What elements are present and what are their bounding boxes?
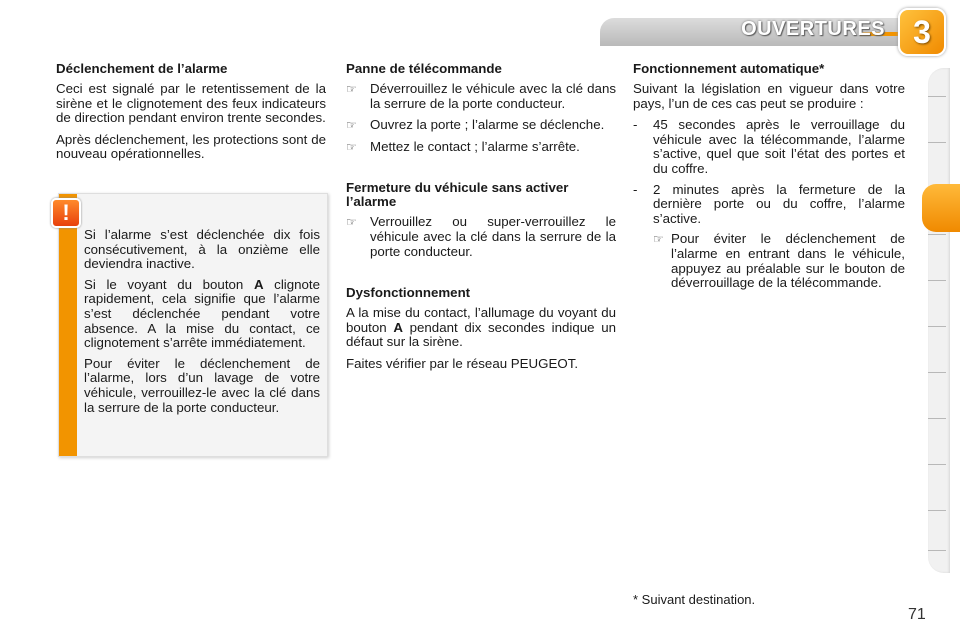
list-item: - 45 secondes après le verrouillage du véhicule avec la télécommande, l’alarme s’active, quel que soit l’état des portes et du coffre.: [633, 117, 905, 176]
tab-divider: [928, 464, 946, 465]
chapter-badge: [898, 8, 946, 56]
paragraph: Suivant la législation en vigueur dans votre pays, l’un de ces cas peut se produire :: [633, 81, 905, 111]
chapter-number: 3: [913, 14, 931, 50]
list-item: ☞ Verrouillez ou super-verrouillez le véhicule avec la clé dans la serrure de la porte conducteur.: [346, 214, 616, 259]
warning-paragraph: Si le voyant du bouton A clignote rapidement, cela signifie que l’alarme s’est déclenchée pendant votre absence. A la mise du contact, ce clignotement s’arrête immédiatement.: [84, 276, 321, 351]
pointing-hand-icon: ☞: [346, 215, 357, 230]
pointing-hand-icon: ☞: [346, 118, 357, 133]
list-item: ☞ Pour éviter le déclenchement de l’alarme en entrant dans le véhicule, appuyez au préalable sur le bouton de déverrouillage de la télécommande.: [653, 231, 905, 291]
list-item: ☞ Mettez le contact ; l’alarme s’arrête.: [346, 138, 580, 154]
pointing-hand-icon: ☞: [346, 82, 357, 96]
column-remote-failure: [346, 62, 616, 379]
section-heading: Panne de télécommande: [346, 61, 502, 76]
warning-icon: !: [51, 198, 81, 228]
tab-divider: [928, 550, 946, 551]
paragraph: Après déclenchement, les protections sont de nouveau opérationnelles.: [56, 131, 326, 162]
button-letter: A: [253, 276, 264, 292]
section-heading: Déclenchement de l’alarme: [56, 61, 228, 76]
section-heading: Fonctionnement automatique*: [633, 61, 825, 76]
section-heading: Fermeture du véhicule sans activer l’alarme: [346, 180, 569, 210]
tab-divider: [928, 280, 946, 281]
warning-paragraph: Pour éviter le déclenchement de l’alarme, lors d’un lavage de votre véhicule, verrouillez-le avec la clé dans la serrure de la porte conducteur.: [84, 355, 320, 415]
paragraph: A la mise du contact, l’allumage du voyant du bouton A pendant dix secondes indique un défaut sur la sirène.: [346, 305, 616, 350]
tab-divider: [928, 372, 946, 373]
page-number: 71: [908, 606, 926, 623]
warning-text: [84, 228, 320, 421]
button-letter: A: [393, 319, 403, 335]
dash-marker: -: [633, 181, 638, 197]
warning-strip: [59, 194, 77, 456]
chapter-tab-active[interactable]: [922, 184, 960, 232]
tab-divider: [928, 418, 946, 419]
chapter-tab-rail: [928, 68, 950, 573]
paragraph: Ceci est signalé par le retentissement de la sirène et le clignotement des feux indicateurs de direction pendant environ trente secondes.: [56, 81, 326, 126]
tab-divider: [928, 326, 946, 327]
column-automatic-mode: [633, 62, 905, 297]
page-title: OUVERTURES: [741, 18, 885, 40]
warning-box: [58, 193, 328, 457]
column-alarm-trigger: [56, 62, 326, 169]
tab-divider: [928, 96, 946, 97]
pointing-hand-icon: ☞: [653, 232, 664, 247]
tab-divider: [928, 510, 946, 511]
section-heading: Dysfonctionnement: [346, 285, 471, 301]
pointing-hand-icon: ☞: [346, 139, 357, 154]
list-item: ☞ Déverrouillez le véhicule avec la clé dans la serrure de la porte conducteur.: [346, 81, 616, 111]
tab-divider: [928, 142, 946, 143]
paragraph: Faites vérifier par le réseau PEUGEOT.: [346, 355, 579, 371]
list-item: ☞ Ouvrez la porte ; l’alarme se déclenche.: [346, 117, 605, 133]
warning-paragraph: Si l’alarme s’est déclenchée dix fois consécutivement, à la onzième elle deviendra inactive.: [84, 227, 320, 272]
footnote: * Suivant destination.: [633, 592, 756, 607]
dash-marker: -: [633, 117, 638, 133]
tab-divider: [928, 234, 946, 235]
list-item: - 2 minutes après la fermeture de la dernière porte ou du coffre, l’alarme s’active.: [633, 181, 905, 226]
